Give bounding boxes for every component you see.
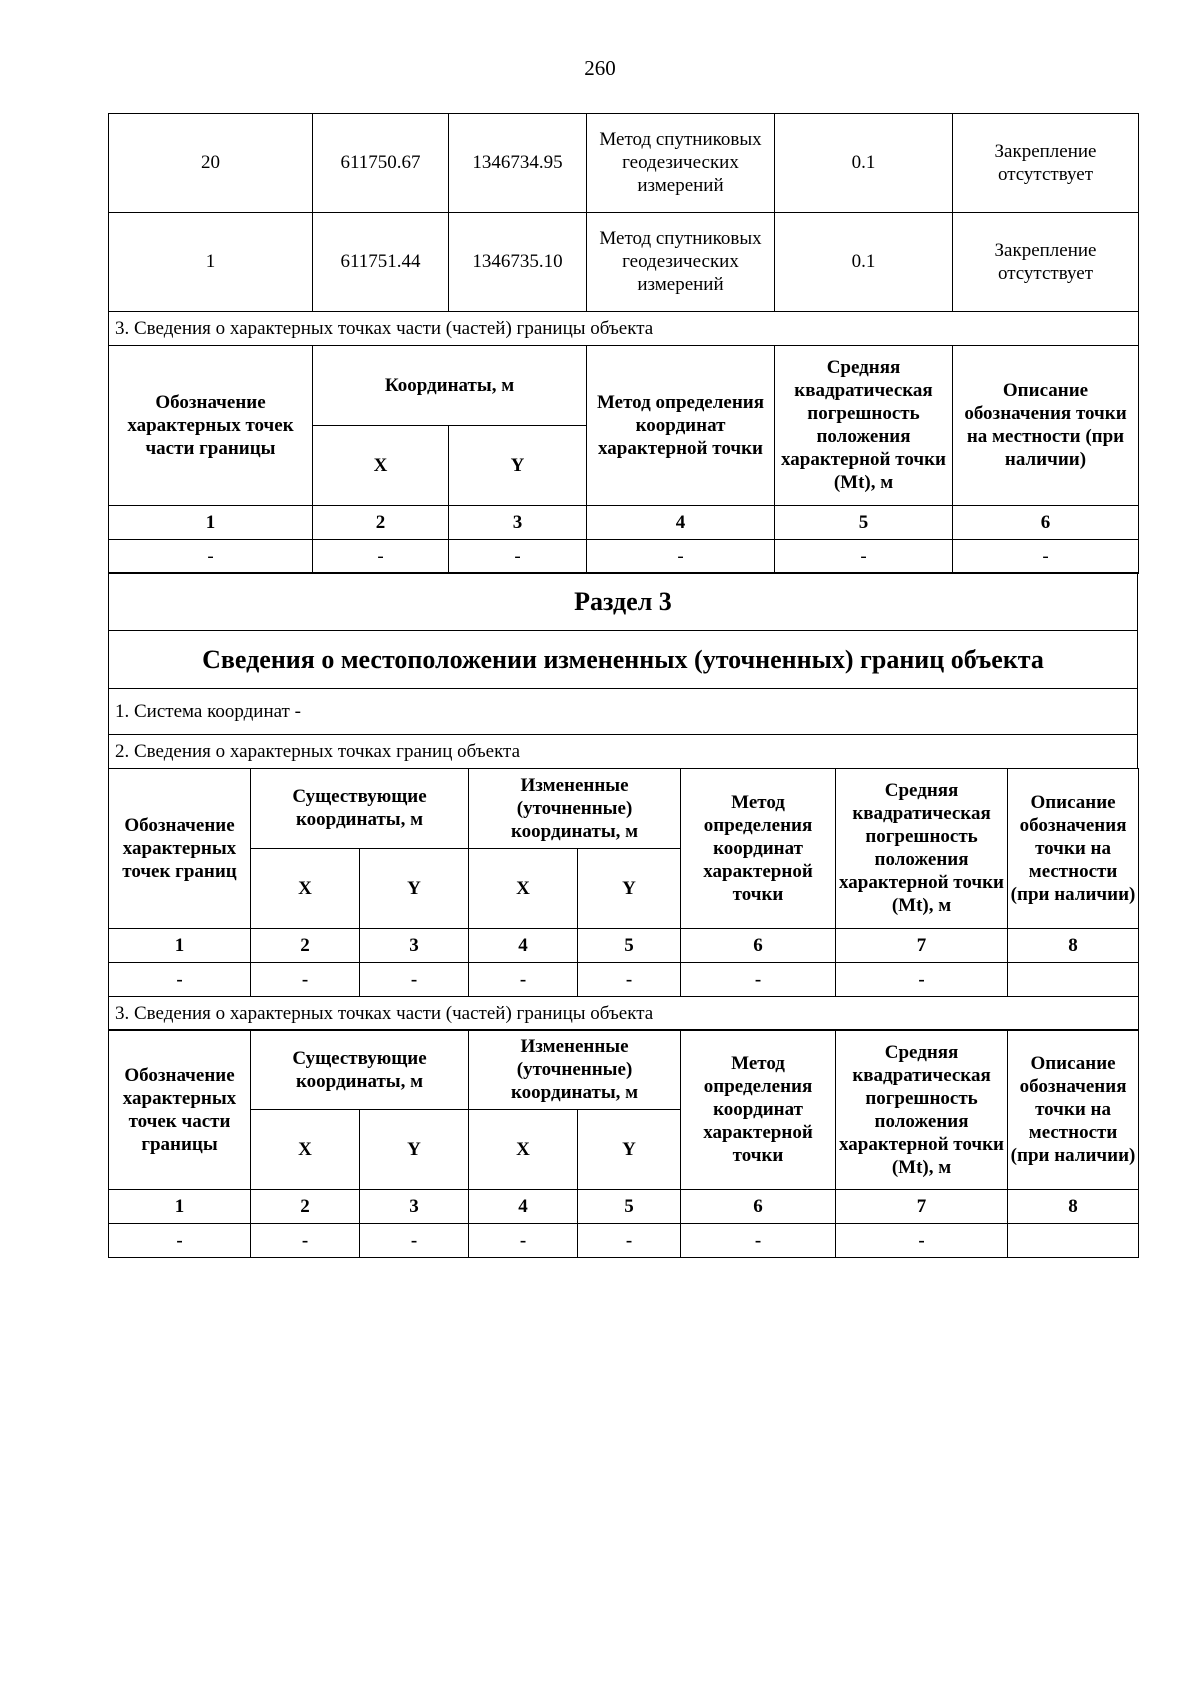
header-x: X — [469, 848, 578, 928]
header-description: Описание обозначения точки на местности (при наличии) — [953, 345, 1139, 505]
method-cell: Метод спутниковых геодезических измерений — [587, 212, 775, 311]
method-cell: Метод спутниковых геодезических измерений — [587, 113, 775, 212]
empty-cell: - — [836, 1224, 1008, 1258]
empty-cell: - — [251, 1224, 360, 1258]
column-numbers-row — [109, 1190, 1139, 1224]
section-table — [108, 572, 1138, 769]
header-x: X — [251, 848, 360, 928]
header-y: Y — [360, 848, 469, 928]
header-mt: Средняя квадратическая погрешность положения характерной точки (Mt), м — [775, 345, 953, 505]
header-point: Обозначение характерных точек части границы — [109, 1030, 251, 1190]
column-numbers-row — [109, 505, 1139, 539]
column-number: 3 — [360, 928, 469, 962]
column-number: 8 — [1008, 928, 1139, 962]
boundary-heading: 2. Сведения о характерных точках границ объекта — [109, 735, 1138, 769]
page-number: 260 — [584, 56, 616, 80]
header-point: Обозначение характерных точек части границы — [109, 345, 313, 505]
column-number: 5 — [578, 928, 681, 962]
empty-cell: - — [109, 539, 313, 573]
column-number: 3 — [360, 1190, 469, 1224]
header-point: Обозначение характерных точек границ — [109, 768, 251, 928]
column-number: 2 — [251, 928, 360, 962]
part-boundary-points-table — [108, 1029, 1139, 1258]
empty-cell: - — [109, 1224, 251, 1258]
y-cell: 1346735.10 — [449, 212, 587, 311]
table-row — [109, 113, 1139, 212]
header-y: Y — [360, 1110, 469, 1190]
header-y: Y — [578, 1110, 681, 1190]
header-mt: Средняя квадратическая погрешность положения характерной точки (Mt), м — [836, 1030, 1008, 1190]
table-row — [109, 212, 1139, 311]
empty-cell: - — [251, 962, 360, 996]
table-row — [109, 539, 1139, 573]
empty-cell: - — [953, 539, 1139, 573]
header-changed: Измененные (уточненные) координаты, м — [469, 1030, 681, 1110]
empty-cell: - — [578, 962, 681, 996]
empty-cell: - — [360, 1224, 469, 1258]
header-method: Метод определения координат характерной точки — [681, 1030, 836, 1190]
column-number: 1 — [109, 928, 251, 962]
column-number: 7 — [836, 1190, 1008, 1224]
empty-cell: - — [449, 539, 587, 573]
header-x: X — [469, 1110, 578, 1190]
header-x: X — [313, 425, 449, 505]
part-heading: 3. Сведения о характерных точках части (частей) границы объекта — [109, 996, 1139, 1030]
header-description: Описание обозначения точки на местности (при наличии) — [1008, 768, 1139, 928]
header-changed: Измененные (уточненные) координаты, м — [469, 768, 681, 848]
header-existing: Существующие координаты, м — [251, 768, 469, 848]
empty-cell: - — [313, 539, 449, 573]
y-cell: 1346734.95 — [449, 113, 587, 212]
table-row — [109, 1224, 1139, 1258]
mt-cell: 0.1 — [775, 212, 953, 311]
empty-cell — [1008, 962, 1139, 996]
table-row — [109, 962, 1139, 996]
point-cell: 20 — [109, 113, 313, 212]
top-points-table — [108, 113, 1139, 574]
part-heading-row — [109, 311, 1139, 345]
description-cell: Закрепление отсутствует — [953, 113, 1139, 212]
column-number: 4 — [469, 928, 578, 962]
header-y: Y — [578, 848, 681, 928]
header-coords: Координаты, м — [313, 345, 587, 425]
column-number: 3 — [449, 505, 587, 539]
part-heading: 3. Сведения о характерных точках части (частей) границы объекта — [109, 311, 1139, 345]
header-y: Y — [449, 425, 587, 505]
empty-cell: - — [109, 962, 251, 996]
empty-cell: - — [578, 1224, 681, 1258]
empty-cell: - — [587, 539, 775, 573]
column-number: 1 — [109, 1190, 251, 1224]
mt-cell: 0.1 — [775, 113, 953, 212]
empty-cell: - — [775, 539, 953, 573]
header-existing: Существующие координаты, м — [251, 1030, 469, 1110]
header-method: Метод определения координат характерной точки — [587, 345, 775, 505]
column-number: 5 — [775, 505, 953, 539]
empty-cell: - — [681, 1224, 836, 1258]
empty-cell: - — [469, 962, 578, 996]
column-numbers-row — [109, 928, 1139, 962]
column-number: 6 — [681, 928, 836, 962]
column-number: 7 — [836, 928, 1008, 962]
column-number: 4 — [469, 1190, 578, 1224]
header-method: Метод определения координат характерной точки — [681, 768, 836, 928]
column-number: 1 — [109, 505, 313, 539]
header-mt: Средняя квадратическая погрешность положения характерной точки (Mt), м — [836, 768, 1008, 928]
section-title: Раздел 3 — [109, 573, 1138, 631]
coord-system: 1. Система координат - — [109, 689, 1138, 735]
boundary-points-table — [108, 768, 1139, 1031]
column-number: 2 — [313, 505, 449, 539]
empty-cell: - — [681, 962, 836, 996]
empty-cell: - — [469, 1224, 578, 1258]
document-body — [108, 114, 1138, 1258]
description-cell: Закрепление отсутствует — [953, 212, 1139, 311]
empty-cell: - — [836, 962, 1008, 996]
column-number: 4 — [587, 505, 775, 539]
empty-cell — [1008, 1224, 1139, 1258]
column-number: 6 — [681, 1190, 836, 1224]
column-number: 6 — [953, 505, 1139, 539]
point-cell: 1 — [109, 212, 313, 311]
section-subtitle: Сведения о местоположении измененных (уточненных) границ объекта — [109, 631, 1138, 689]
x-cell: 611750.67 — [313, 113, 449, 212]
header-x: X — [251, 1110, 360, 1190]
column-number: 2 — [251, 1190, 360, 1224]
empty-cell: - — [360, 962, 469, 996]
column-number: 8 — [1008, 1190, 1139, 1224]
x-cell: 611751.44 — [313, 212, 449, 311]
column-number: 5 — [578, 1190, 681, 1224]
header-description: Описание обозначения точки на местности (при наличии) — [1008, 1030, 1139, 1190]
